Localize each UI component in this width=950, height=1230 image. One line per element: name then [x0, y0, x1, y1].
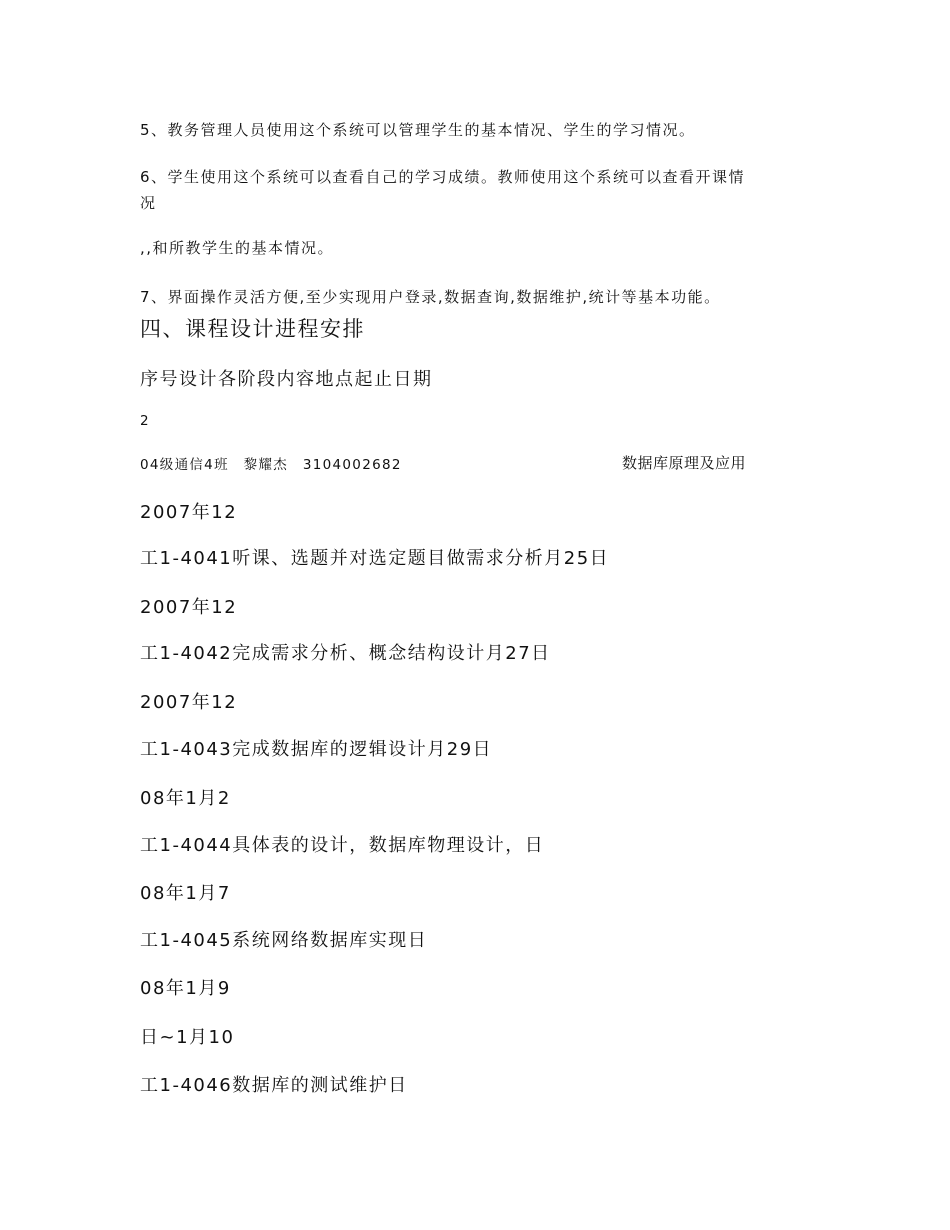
schedule-line: 2007年12: [140, 597, 238, 618]
schedule-line: 工1-4046数据库的测试维护日: [140, 1075, 408, 1096]
paragraph-item-5: 5、教务管理人员使用这个系统可以管理学生的基本情况、学生的学习情况。: [140, 121, 696, 139]
schedule-line: 工1-4043完成数据库的逻辑设计月29日: [140, 739, 493, 760]
paragraph-item-6-tail: ,,和所教学生的基本情况。: [140, 239, 335, 257]
page-number: 2: [140, 413, 151, 429]
schedule-line: 工1-4045系统网络数据库实现日: [140, 930, 428, 951]
schedule-line: 08年1月2: [140, 788, 231, 809]
paragraph-item-6-cont: 况: [140, 194, 157, 212]
table-header: 序号设计各阶段内容地点起止日期: [140, 369, 433, 390]
schedule-line: 工1-4042完成需求分析、概念结构设计月27日: [140, 643, 551, 664]
schedule-line: 工1-4041听课、选题并对选定题目做需求分析月25日: [140, 548, 610, 569]
schedule-line: 工1-4044具体表的设计，数据库物理设计，日: [140, 835, 545, 856]
schedule-line: 08年1月7: [140, 883, 231, 904]
schedule-line: 2007年12: [140, 692, 238, 713]
schedule-line: 日~1月10: [140, 1027, 235, 1048]
paragraph-item-6: 6、学生使用这个系统可以查看自己的学习成绩。教师使用这个系统可以查看开课情: [140, 168, 746, 186]
schedule-line: 08年1月9: [140, 978, 231, 999]
schedule-line: 2007年12: [140, 502, 238, 523]
paragraph-item-7: 7、界面操作灵活方便,至少实现用户登录,数据查询,数据维护,统计等基本功能。: [140, 288, 721, 306]
running-header-left: 04级通信4班 黎耀杰 3104002682: [140, 457, 402, 473]
section-heading: 四、课程设计进程安排: [140, 317, 365, 341]
running-header-right: 数据库原理及应用: [622, 454, 747, 472]
